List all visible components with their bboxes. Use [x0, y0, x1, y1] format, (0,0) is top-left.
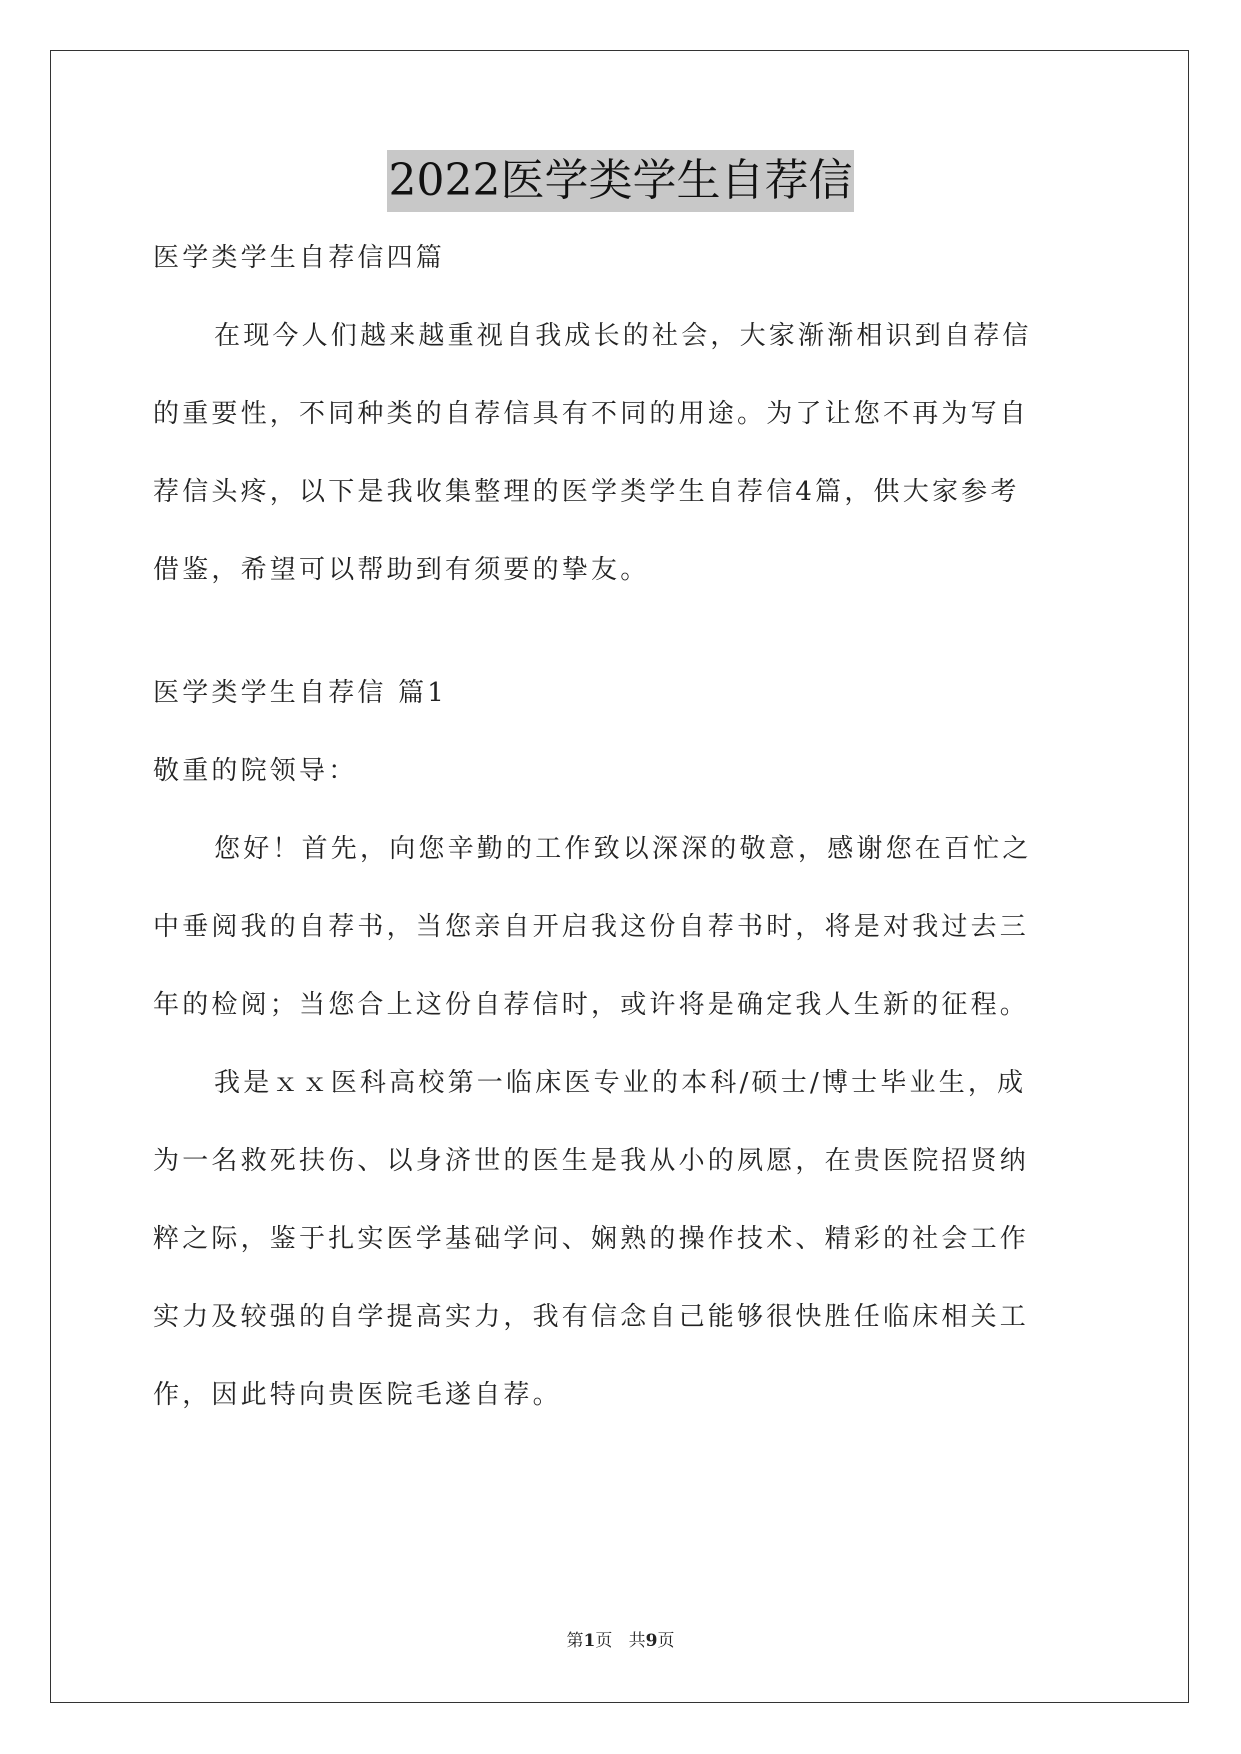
- section-heading: 医学类学生自荐信 篇1: [153, 678, 448, 708]
- intro-line: 在现今人们越来越重视自我成长的社会，大家渐渐相识到自荐信: [214, 321, 1032, 351]
- salutation: 敬重的院领导：: [153, 756, 358, 786]
- page-prefix: 第: [566, 1631, 584, 1651]
- title-area: [0, 150, 1241, 212]
- page-footer: [0, 1626, 1241, 1651]
- intro-line: 荐信头疼，以下是我收集整理的医学类学生自荐信4篇，供大家参考: [153, 477, 1020, 507]
- document-subtitle: 医学类学生自荐信四篇: [153, 243, 446, 273]
- total-suffix: 页: [657, 1631, 675, 1651]
- total-prefix: 共: [628, 1631, 646, 1651]
- total-pages: 9: [645, 1631, 658, 1651]
- paragraph-line: 粹之际，鉴于扎实医学基础学问、娴熟的操作技术、精彩的社会工作: [153, 1224, 1030, 1254]
- paragraph-line: 您好！首先，向您辛勤的工作致以深深的敬意，感谢您在百忙之: [214, 834, 1032, 864]
- paragraph-line: 作，因此特向贵医院毛遂自荐。: [153, 1380, 562, 1410]
- section-gap: [153, 628, 1093, 673]
- paragraph-line: 我是ｘｘ医科高校第一临床医专业的本科/硕士/博士毕业生，成: [214, 1068, 1027, 1098]
- paragraph-line: 年的检阅；当您合上这份自荐信时，或许将是确定我人生新的征程。: [153, 990, 1030, 1020]
- paragraph-line: 中垂阅我的自荐书，当您亲自开启我这份自荐书时，将是对我过去三: [153, 912, 1030, 942]
- intro-line: 借鉴，希望可以帮助到有须要的挚友。: [153, 555, 650, 585]
- page-suffix: 页: [595, 1631, 613, 1651]
- paragraph-line: 实力及较强的自学提高实力，我有信念自己能够很快胜任临床相关工: [153, 1302, 1030, 1332]
- document-title: 2022医学类学生自荐信: [387, 150, 855, 212]
- paragraph-line: 为一名救死扶伤、以身济世的医生是我从小的夙愿，在贵医院招贤纳: [153, 1146, 1030, 1176]
- page-number: 1: [583, 1631, 596, 1651]
- intro-line: 的重要性，不同种类的自荐信具有不同的用途。为了让您不再为写自: [153, 399, 1030, 429]
- document-body: [153, 238, 1093, 1453]
